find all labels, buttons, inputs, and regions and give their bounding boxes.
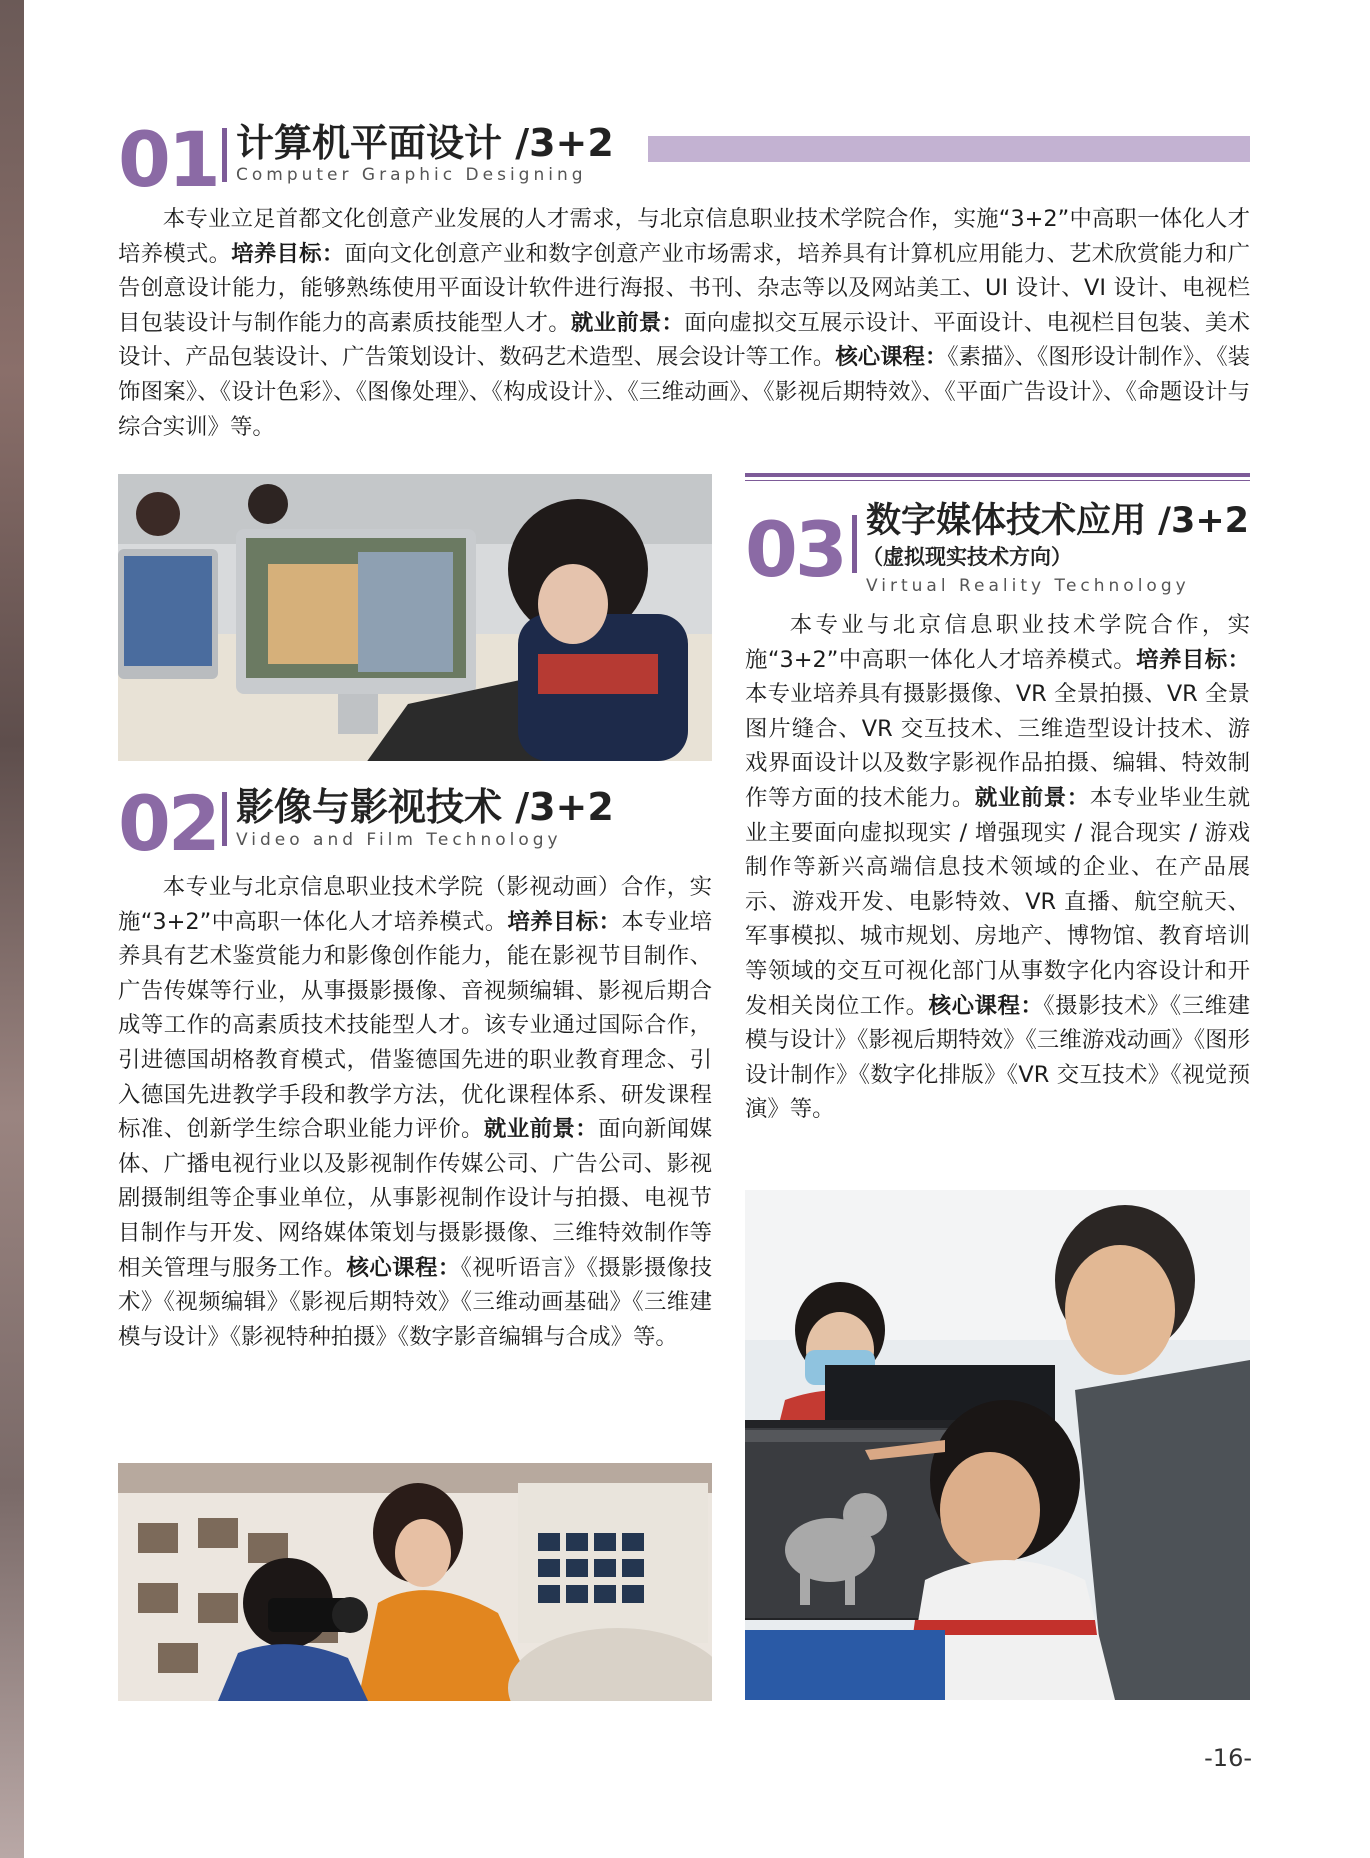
section-divider-02 (222, 792, 227, 846)
paragraph-text-run: 面向新闻媒体、广播电视行业以及影视制作传媒公司、广告公司、影视剧摄制组等企事业单位，从事影视制作设计与拍摄、电视节目制作与开发、网络媒体策划与摄影摄像、三维特效制作等相关管理与服务工作。 (118, 1116, 713, 1281)
paragraph-text-run: 本专业培养具有艺术鉴赏能力和影像创作能力，能在影视节目制作、广告传媒等行业，从事摄影摄像、音视频编辑、影视后期合成等工作的高素质技术技能型人才。该专业通过国际合作，引进德国胡格教育模式，借鉴德国先进的职业教育理念、引入德国先进教学手段和教学方法，优化课程体系、研发课程标准、创新学生综合职业能力评价。 (118, 908, 713, 1143)
section-english-01: Computer Graphic Designing (236, 165, 587, 185)
paragraph-heading-run: 核心课程： (346, 1254, 461, 1281)
section-rule-03-thin (745, 480, 1250, 481)
section-english-02: Video and Film Technology (236, 830, 562, 850)
section-number-01: 01 (118, 115, 218, 204)
paragraph-text-run: 面向文化创意产业和数字创意产业市场需求，培养具有计算机应用能力、艺术欣赏能力和广告创意设计能力，能够熟练使用平面设计软件进行海报、书刊、杂志等以及网站美工、UI 设计、VI 设计、电视栏目包装设计与制作能力的高素质技能型人才。 (118, 240, 1251, 336)
paragraph-text-run: 《素描》、《图形设计制作》、《装饰图案》、《设计色彩》、《图像处理》、《构成设计》、《三维动画》、《影视后期特效》、《平面广告设计》、《命题设计与综合实训》等。 (118, 344, 1251, 440)
section-paragraph-03 (745, 608, 1250, 1127)
paragraph-text-run: 本专业与北京信息职业技术学院（影视动画）合作，实施“3+2”中高职一体化人才培养模式。 (118, 874, 712, 935)
classroom-computer-photo (118, 474, 712, 761)
paragraph-text-run: 本专业培养具有摄影摄像、VR 全景拍摄、VR 全景图片缝合、VR 交互技术、三维造型设计技术、游戏界面设计以及数字影视作品拍摄、编辑、特效制作等方面的技术能力。 (745, 681, 1250, 811)
paragraph-heading-run: 就业前景： (483, 1116, 599, 1143)
page-edge-strip (0, 0, 24, 1858)
paragraph-text-run: 本专业毕业生就业主要面向虚拟现实 / 增强现实 / 混合现实 / 游戏制作等新兴高端信息技术领域的企业、在产品展示、游戏开发、电影特效、VR 直播、航空航天、军事模拟、城市规划、房地产、博物馆、教育培训等领域的交互可视化部门从事数字化内容设计和开发相关岗位工作。 (745, 784, 1251, 1019)
paragraph-text-run: 面向虚拟交互展示设计、平面设计、电视栏目包装、美术设计、产品包装设计、广告策划设计、数码艺术造型、展会设计等工作。 (118, 309, 1251, 371)
section-title-01: 计算机平面设计 /3+2 (236, 121, 614, 165)
section-english-03: Virtual Reality Technology (866, 576, 1190, 596)
paragraph-heading-run: 培养目标： (231, 240, 345, 267)
section-paragraph-01 (118, 202, 1250, 444)
paragraph-heading-run: 核心课程： (928, 992, 1044, 1019)
paragraph-heading-run: 培养目标： (1136, 646, 1250, 673)
page-number: -16- (1204, 1744, 1252, 1772)
paragraph-heading-run: 培养目标： (507, 908, 622, 935)
paragraph-text-run: 《摄影技术》《三维建模与设计》《影视后期特效》《三维游戏动画》《图形设计制作》《数字化排版》《VR 交互技术》《视觉预演》等。 (745, 992, 1251, 1123)
paragraph-text-run: 《视听语言》《摄影摄像技术》《视频编辑》《影视后期特效》《三维动画基础》《三维建模与设计》《影视特种拍摄》《数字影音编辑与合成》等。 (118, 1254, 713, 1350)
paragraph-text-run: 本专业与北京信息职业技术学院合作，实施“3+2”中高职一体化人才培养模式。 (745, 612, 1250, 673)
section-title-02: 影像与影视技术 /3+2 (236, 785, 614, 829)
photography-class-photo (118, 1463, 712, 1701)
paragraph-text-run: 本专业立足首都文化创意产业发展的人才需求，与北京信息职业技术学院合作，实施“3+2”中高职一体化人才培养模式。 (118, 206, 1250, 267)
section-subtitle-03: （虚拟现实技术方向） (862, 545, 1072, 569)
section-divider-03 (852, 515, 857, 573)
section-divider-01 (222, 128, 227, 182)
section-number-02: 02 (118, 779, 218, 868)
section-accent-bar-01 (648, 136, 1250, 162)
paragraph-heading-run: 核心课程： (835, 344, 948, 371)
vr-modeling-class-photo (745, 1190, 1250, 1700)
section-number-03: 03 (745, 505, 845, 594)
section-title-03: 数字媒体技术应用 /3+2 (866, 501, 1250, 541)
section-paragraph-02 (118, 870, 712, 1354)
section-rule-03 (745, 473, 1250, 477)
paragraph-heading-run: 就业前景： (974, 784, 1090, 811)
paragraph-heading-run: 就业前景： (570, 309, 685, 336)
